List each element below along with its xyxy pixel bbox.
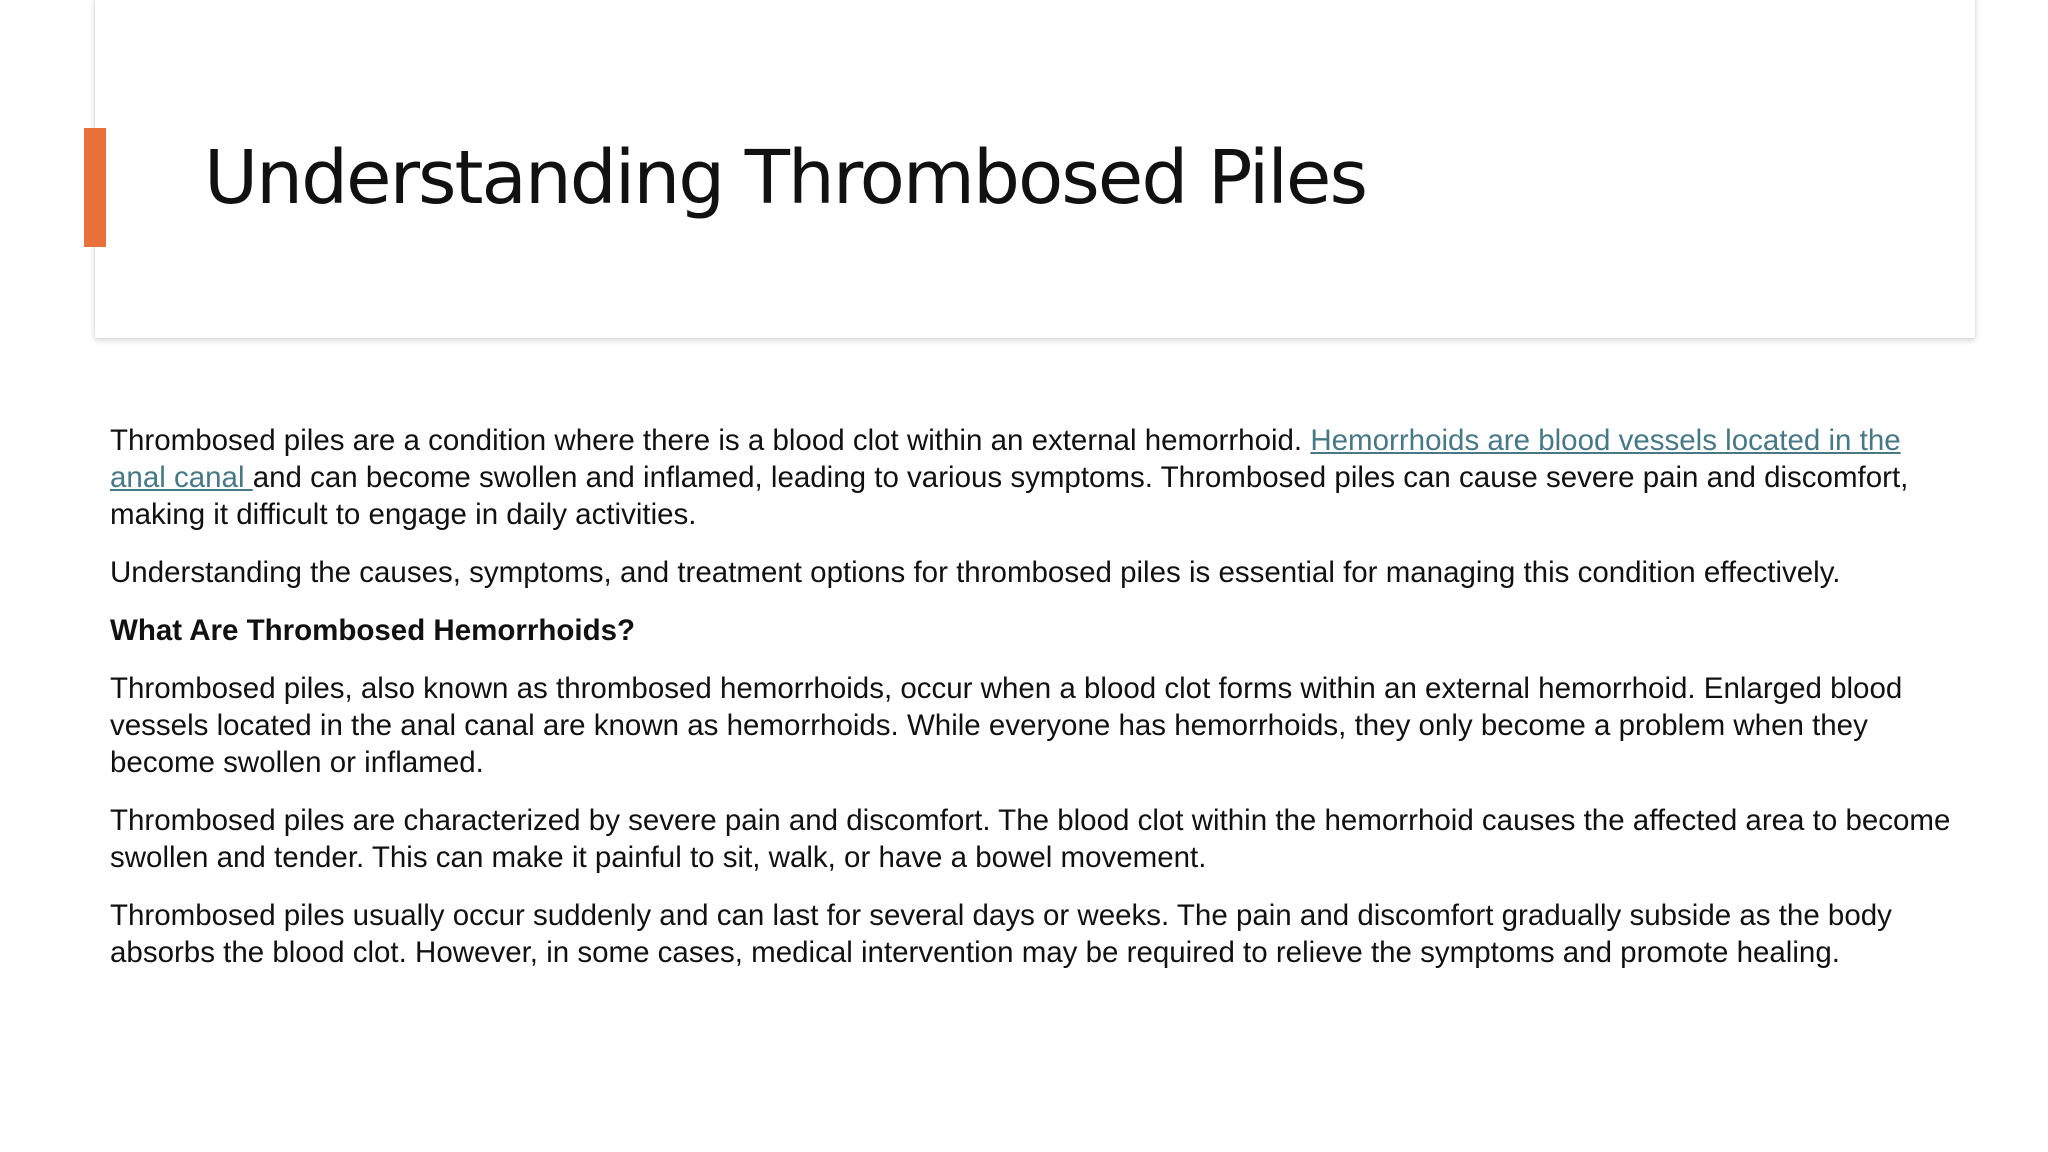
paragraph-duration: Thrombosed piles usually occur suddenly and can last for several days or weeks. The pain and discomfort gradually subside as the body absorbs the blood clot. However, in some cases, medical intervention may be required to relieve the symptoms and promote healing. <box>110 899 1892 969</box>
section-heading: What Are Thrombosed Hemorrhoids? <box>110 614 636 647</box>
paragraph-understanding: Understanding the causes, symptoms, and treatment options for thrombosed piles is essential for managing this condition effectively. <box>110 556 1841 589</box>
paragraph-intro-text: Thrombosed piles are a condition where there is a blood clot within an external hemorrhoid. <box>110 424 1311 457</box>
paragraph-definition: Thrombosed piles, also known as thrombosed hemorrhoids, occur when a blood clot forms within an external hemorrhoid. Enlarged blood vessels located in the anal canal are known as hemorrhoids. While everyone has hemorrhoids, they only become a problem when they become swollen or inflamed. <box>110 672 1903 779</box>
paragraph-intro-continuation: and can become swollen and inflamed, leading to various symptoms. Thrombosed piles can cause severe pain and discomfort, making it difficult to engage in daily activities. <box>110 461 1909 531</box>
title-accent-bar <box>84 128 106 247</box>
hemorrhoids-link[interactable]: Hemorrhoids are blood vessels located in the anal canal <box>110 424 1901 494</box>
paragraph-characteristics: Thrombosed piles are characterized by severe pain and discomfort. The blood clot within the hemorrhoid causes the affected area to become swollen and tender. This can make it painful to sit, walk, or have a bowel movement. <box>110 804 1951 874</box>
slide-body <box>110 422 1960 992</box>
paragraph-intro <box>110 422 1960 533</box>
slide-title: Understanding Thrombosed Piles <box>204 135 1367 221</box>
